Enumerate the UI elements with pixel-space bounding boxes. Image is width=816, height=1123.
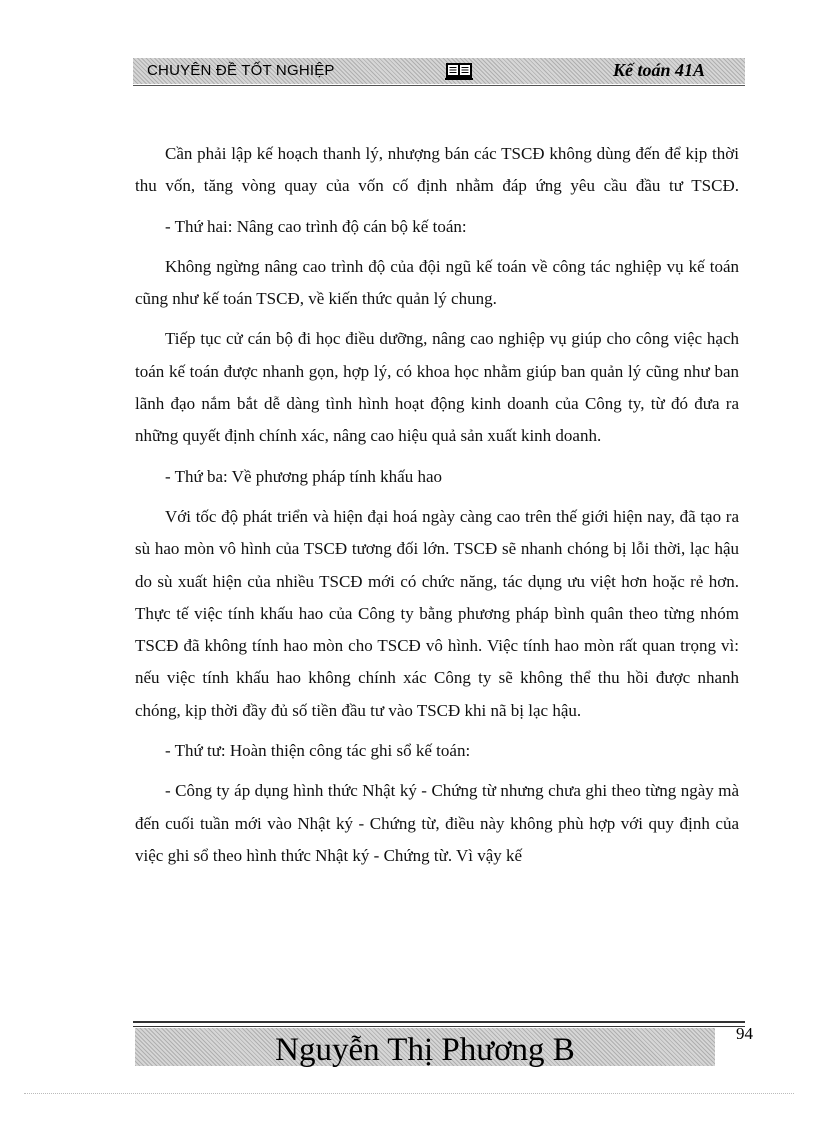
paragraph: Không ngừng nâng cao trình độ của đội ngũ kế toán về công tác nghiệp vụ kế toán cũng như kế toán TSCĐ, về kiến thức quản lý chung. xyxy=(135,256,739,309)
section-heading: - Thứ ba: Về phương pháp tính khấu hao xyxy=(165,466,443,486)
book-icon xyxy=(445,61,473,81)
author-name: Nguyễn Thị Phương B xyxy=(275,1032,575,1068)
bottom-border xyxy=(24,1093,794,1094)
header-divider xyxy=(133,85,745,86)
body-text xyxy=(135,138,739,880)
page-header xyxy=(133,58,745,84)
header-subtitle: Kế toán 41A xyxy=(612,60,705,80)
page-number: 94 xyxy=(736,1024,753,1043)
section-heading: - Thứ tư: Hoàn thiện công tác ghi sổ kế toán: xyxy=(165,741,471,761)
header-title: CHUYÊN ĐỀ TỐT NGHIỆP xyxy=(147,62,335,79)
paragraph: Cần phải lập kế hoạch thanh lý, nhượng bán các TSCĐ không dùng đến để kịp thời thu vốn, tăng vòng quay của vốn cố định nhằm đáp ứng yêu cầu đầu tư TSCĐ. xyxy=(135,144,739,196)
section-heading: - Thứ hai: Nâng cao trình độ cán bộ kế toán: xyxy=(165,216,467,236)
page-footer xyxy=(135,1028,715,1066)
footer-divider xyxy=(133,1021,745,1023)
paragraph: Với tốc độ phát triển và hiện đại hoá ngày càng cao trên thế giới hiện nay, đã tạo ra sù hao mòn vô hình của TSCĐ tương đối lớn. TSCĐ sẽ nhanh chóng bị lỗi thời, lạc hậu do sù xuất hiện của nhiều TSCĐ mới có chức năng, tác dụng ưu việt hơn hoặc rẻ hơn. Thực tế việc tính khấu hao của Công ty bằng phương pháp bình quân theo từng nhóm TSCĐ đã không tính hao mòn cho TSCĐ vô hình. Việc tính hao mòn rất quan trọng vì: nếu việc tính khấu hao không chính xác Công ty sẽ không thể thu hồi được nhanh chóng, kịp thời đầy đủ số tiền đầu tư vào TSCĐ khi nã bị lạc hậu. xyxy=(135,506,739,720)
paragraph: Tiếp tục cử cán bộ đi học điều dưỡng, nâng cao nghiệp vụ giúp cho công việc hạch toán kế toán được nhanh gọn, hợp lý, có khoa học nhằm giúp ban quản lý cũng như ban lãnh đạo nắm bắt dễ dàng tình hình hoạt động kinh doanh của Công ty, từ đó đưa ra những quyết định chính xác, nâng cao hiệu quả sản xuất kinh doanh. xyxy=(135,329,739,446)
footer-divider xyxy=(133,1026,745,1027)
paragraph: - Công ty áp dụng hình thức Nhật ký - Chứng từ nhưng chưa ghi theo từng ngày mà đến cuối tuần mới vào Nhật ký - Chứng từ, điều này không phù hợp với quy định của việc ghi sổ theo hình thức Nhật ký - Chứng từ. Vì vậy kế xyxy=(135,781,739,865)
